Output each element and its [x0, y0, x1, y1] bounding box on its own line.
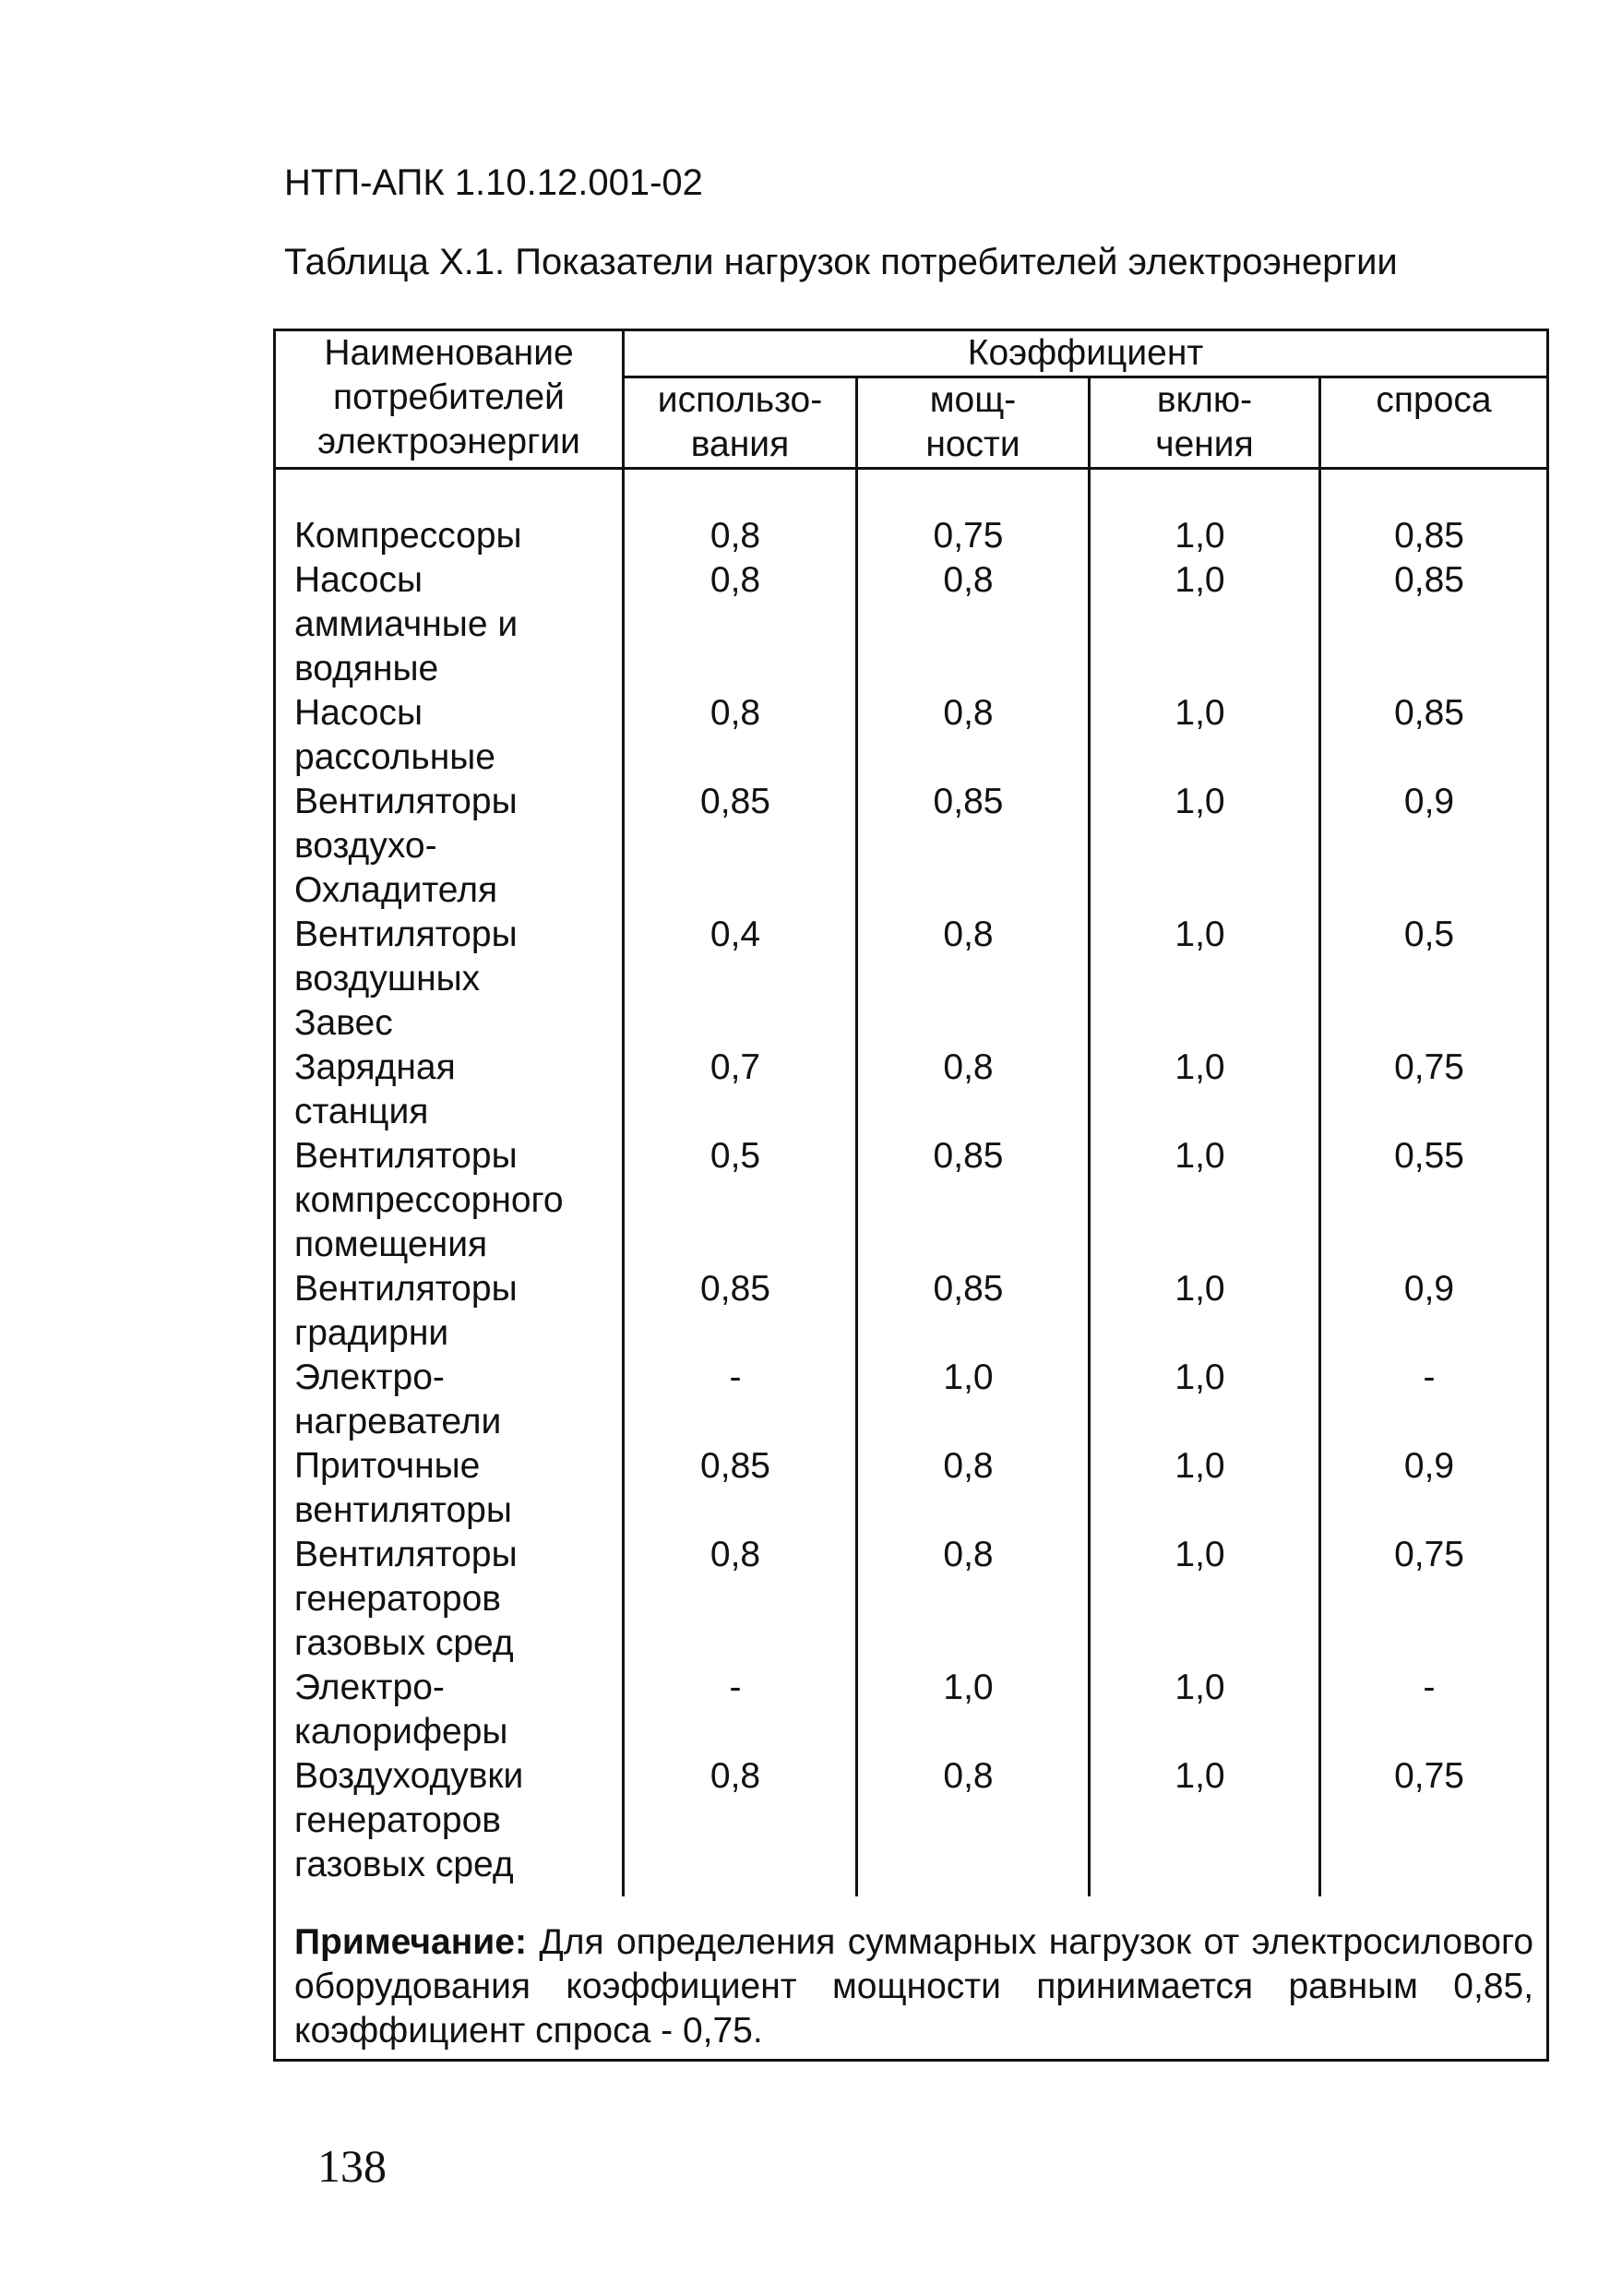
table-row: [275, 780, 1548, 913]
usage-coefficient-cell: 0,85: [624, 1267, 857, 1356]
switching-coefficient-cell: 1,0: [1090, 691, 1320, 780]
switching-coefficient-cell: 1,0: [1090, 558, 1320, 691]
demand-coefficient-header: спроса: [1320, 377, 1548, 469]
table-row: [275, 691, 1548, 780]
consumer-name-cell: Насосы рассольные: [275, 691, 624, 780]
consumer-name-cell: Зарядная станция: [275, 1046, 624, 1134]
consumer-name-cell: Электро- нагреватели: [275, 1356, 624, 1444]
consumer-name-cell: Вентиляторы генераторов газовых сред: [275, 1533, 624, 1666]
table-row: [275, 1356, 1548, 1444]
switching-coefficient-cell: 1,0: [1090, 1754, 1320, 1896]
power-coefficient-cell: 0,85: [857, 1267, 1090, 1356]
consumer-name-cell: Вентиляторы воздушных Завес: [275, 913, 624, 1046]
usage-coefficient-cell: 0,85: [624, 1444, 857, 1533]
usage-coefficient-cell: 0,8: [624, 514, 857, 558]
table-row: [275, 1046, 1548, 1134]
usage-coefficient-header: использо- вания: [624, 377, 857, 469]
document-id: НТП-АПК 1.10.12.001-02: [284, 162, 703, 203]
table-row: [275, 1267, 1548, 1356]
table-row: [275, 514, 1548, 558]
power-coefficient-cell: 0,8: [857, 1046, 1090, 1134]
demand-coefficient-cell: 0,55: [1320, 1134, 1548, 1267]
note-label: Примечание:: [294, 1922, 527, 1962]
power-coefficient-cell: 0,8: [857, 558, 1090, 691]
note-text: Для определения суммарных нагрузок от электросилового оборудования коэффициент мощности принимается равным 0,85, коэффициент спроса - 0,75.: [294, 1922, 1534, 2051]
power-coefficient-cell: 0,75: [857, 514, 1090, 558]
usage-coefficient-cell: 0,4: [624, 913, 857, 1046]
power-coefficient-cell: 0,85: [857, 780, 1090, 913]
usage-coefficient-cell: 0,8: [624, 1754, 857, 1896]
table-header: [275, 330, 1548, 469]
switching-coefficient-cell: 1,0: [1090, 1046, 1320, 1134]
switching-coefficient-cell: 1,0: [1090, 1267, 1320, 1356]
usage-coefficient-cell: 0,8: [624, 691, 857, 780]
switching-coefficient-cell: 1,0: [1090, 1533, 1320, 1666]
power-coefficient-header: мощ- ности: [857, 377, 1090, 469]
power-coefficient-cell: 0,85: [857, 1134, 1090, 1267]
table-row: [275, 1666, 1548, 1754]
table-caption: Таблица Х.1. Показатели нагрузок потребителей электроэнергии: [284, 242, 1398, 282]
spacer-row: [275, 469, 1548, 515]
switching-coefficient-cell: 1,0: [1090, 1134, 1320, 1267]
demand-coefficient-cell: 0,75: [1320, 1754, 1548, 1896]
demand-coefficient-cell: 0,85: [1320, 691, 1548, 780]
switching-coefficient-cell: 1,0: [1090, 514, 1320, 558]
power-coefficient-cell: 0,8: [857, 913, 1090, 1046]
table-body: [275, 469, 1548, 1897]
table-row: [275, 558, 1548, 691]
consumer-name-cell: Компрессоры: [275, 514, 624, 558]
power-coefficient-cell: 0,8: [857, 1533, 1090, 1666]
switching-coefficient-cell: 1,0: [1090, 1444, 1320, 1533]
note-row: [275, 1896, 1548, 2061]
demand-coefficient-cell: 0,85: [1320, 558, 1548, 691]
usage-coefficient-cell: 0,8: [624, 558, 857, 691]
load-indicators-table: [273, 329, 1549, 2062]
usage-coefficient-cell: 0,8: [624, 1533, 857, 1666]
consumer-name-cell: Насосы аммиачные и водяные: [275, 558, 624, 691]
consumer-name-cell: Воздуходувки генераторов газовых сред: [275, 1754, 624, 1896]
power-coefficient-cell: 1,0: [857, 1666, 1090, 1754]
demand-coefficient-cell: 0,9: [1320, 780, 1548, 913]
table-row: [275, 1533, 1548, 1666]
note-cell: [275, 1896, 1548, 2061]
switching-coefficient-cell: 1,0: [1090, 780, 1320, 913]
demand-coefficient-cell: -: [1320, 1666, 1548, 1754]
switching-coefficient-cell: 1,0: [1090, 913, 1320, 1046]
power-coefficient-cell: 0,8: [857, 1444, 1090, 1533]
table-row: [275, 913, 1548, 1046]
usage-coefficient-cell: -: [624, 1666, 857, 1754]
power-coefficient-cell: 0,8: [857, 1754, 1090, 1896]
table-row: [275, 1444, 1548, 1533]
consumer-name-cell: Электро- калориферы: [275, 1666, 624, 1754]
usage-coefficient-cell: 0,7: [624, 1046, 857, 1134]
consumer-name-cell: Вентиляторы градирни: [275, 1267, 624, 1356]
table-row: [275, 1134, 1548, 1267]
load-indicators-table-container: [273, 329, 1546, 2091]
demand-coefficient-cell: -: [1320, 1356, 1548, 1444]
page-number: 138: [317, 2140, 387, 2192]
power-coefficient-cell: 0,8: [857, 691, 1090, 780]
usage-coefficient-cell: 0,85: [624, 780, 857, 913]
usage-coefficient-cell: -: [624, 1356, 857, 1444]
demand-coefficient-cell: 0,75: [1320, 1533, 1548, 1666]
switching-coefficient-cell: 1,0: [1090, 1356, 1320, 1444]
demand-coefficient-cell: 0,75: [1320, 1046, 1548, 1134]
demand-coefficient-cell: 0,85: [1320, 514, 1548, 558]
usage-coefficient-cell: 0,5: [624, 1134, 857, 1267]
demand-coefficient-cell: 0,5: [1320, 913, 1548, 1046]
demand-coefficient-cell: 0,9: [1320, 1267, 1548, 1356]
power-coefficient-cell: 1,0: [857, 1356, 1090, 1444]
switching-coefficient-header: вклю- чения: [1090, 377, 1320, 469]
switching-coefficient-cell: 1,0: [1090, 1666, 1320, 1754]
demand-coefficient-cell: 0,9: [1320, 1444, 1548, 1533]
consumer-name-cell: Приточные вентиляторы: [275, 1444, 624, 1533]
consumer-name-cell: Вентиляторы компрессорного помещения: [275, 1134, 624, 1267]
coefficient-group-header: Коэффициент: [624, 330, 1548, 377]
consumer-name-header: Наименование потребителей электроэнергии: [275, 330, 624, 469]
consumer-name-cell: Вентиляторы воздухо- Охладителя: [275, 780, 624, 913]
table-row: [275, 1754, 1548, 1896]
